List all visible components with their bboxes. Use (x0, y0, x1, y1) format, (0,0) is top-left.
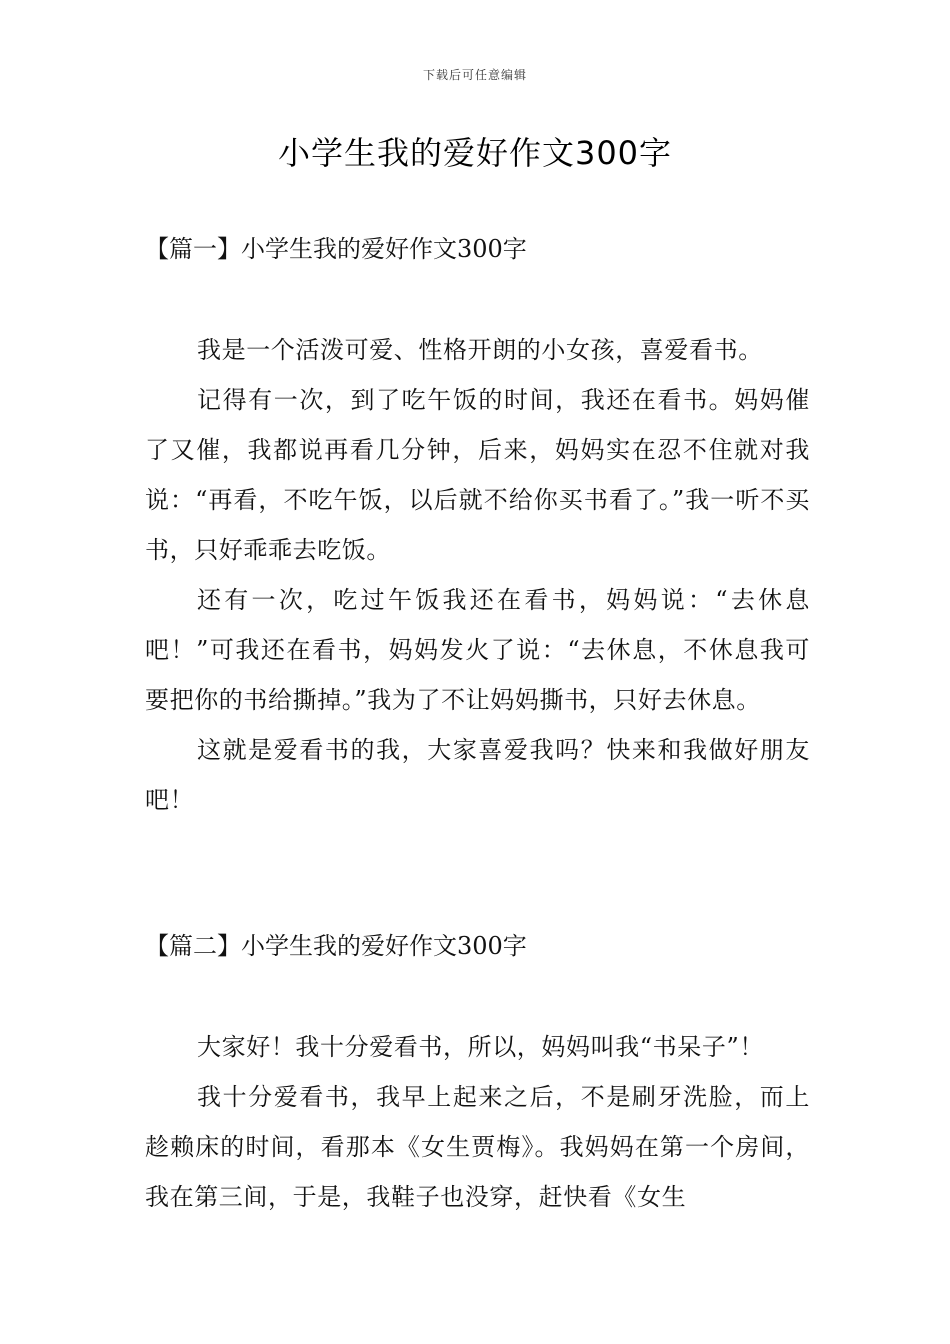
section-heading-2: 【篇二】小学生我的爱好作文300字 (145, 932, 527, 960)
paragraph: 还有一次，吃过午饭我还在看书，妈妈说：“去休息吧！”可我还在看书，妈妈发火了说：“去休息，不休息我可要把你的书给撕掉。”我为了不让妈妈撕书，只好去休息。 (145, 586, 810, 714)
section-body-2 (145, 1022, 810, 1222)
paragraph: 我十分爱看书，我早上起来之后，不是刷牙洗脸，而上趁赖床的时间，看那本《女生贾梅》。我妈妈在第一个房间，我在第三间，于是，我鞋子也没穿，赶快看《女生 (145, 1083, 810, 1211)
paragraph: 这就是爱看书的我，大家喜爱我吗？快来和我做好朋友吧！ (145, 736, 810, 814)
section-body-1 (145, 325, 810, 825)
document-title: 小学生我的爱好作文300字 (277, 134, 673, 172)
paragraph: 大家好！我十分爱看书，所以，妈妈叫我“书呆子”！ (197, 1033, 764, 1061)
header-note: 下载后可任意编辑 (422, 68, 527, 82)
section-heading-1: 【篇一】小学生我的爱好作文300字 (145, 235, 527, 263)
paragraph: 我是一个活泼可爱、性格开朗的小女孩，喜爱看书。 (197, 336, 763, 364)
paragraph: 记得有一次，到了吃午饭的时间，我还在看书。妈妈催了又催，我都说再看几分钟，后来，妈妈实在忍不住就对我说：“再看，不吃午饭，以后就不给你买书看了。”我一听不买书，只好乖乖去吃饭。 (145, 386, 810, 564)
